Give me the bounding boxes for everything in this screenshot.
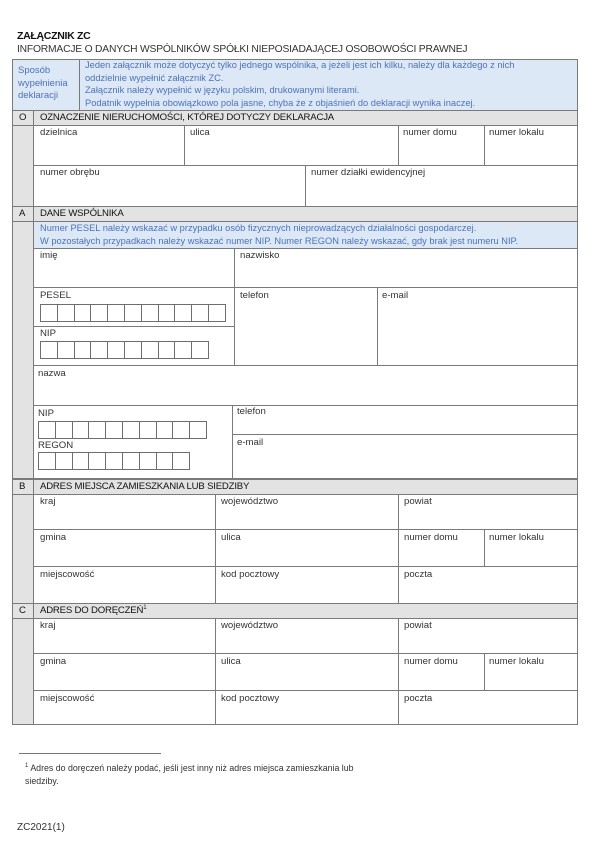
nip-input[interactable] (40, 341, 208, 359)
digit-cell[interactable] (40, 341, 58, 359)
divider (33, 690, 578, 691)
section-c-header (12, 603, 578, 619)
field-regon-label: REGON (38, 440, 74, 451)
field-telefon[interactable]: telefon (240, 290, 269, 301)
divider (33, 110, 34, 126)
divider (33, 287, 578, 288)
section-letter: O (19, 112, 27, 123)
note-line: Numer PESEL należy wskazać w przypadku osób fizycznych nieprowadzących działalności gospodarczej. (40, 223, 477, 233)
section-c-margin (12, 618, 34, 725)
digit-cell[interactable] (191, 304, 209, 322)
field-miejscowosc[interactable]: miejscowość (40, 569, 95, 580)
digit-cell[interactable] (38, 421, 56, 439)
digit-cell[interactable] (158, 304, 176, 322)
digit-cell[interactable] (139, 421, 157, 439)
section-title: ADRES MIEJSCA ZAMIESZKANIA LUB SIEDZIBY (40, 481, 250, 492)
divider (398, 125, 399, 166)
instructions-text (85, 59, 514, 109)
section-title: DANE WSPÓLNIKA (40, 208, 124, 219)
digit-cell[interactable] (105, 421, 123, 439)
digit-cell[interactable] (156, 421, 174, 439)
digit-cell[interactable] (122, 421, 140, 439)
digit-cell[interactable] (156, 452, 174, 470)
instructions-line: Załącznik należy wypełnić w języku polskim, drukowanymi literami. (85, 85, 360, 96)
field-ulica[interactable]: ulica (221, 532, 241, 543)
digit-cell[interactable] (74, 304, 92, 322)
section-o-margin (12, 125, 34, 207)
nip-input[interactable] (38, 421, 206, 439)
field-kraj[interactable]: kraj (40, 620, 56, 631)
section-letter: C (19, 605, 26, 616)
digit-cell[interactable] (38, 452, 56, 470)
footnote-ref[interactable]: 1 (143, 605, 147, 611)
field-numer-lokalu[interactable]: numer lokalu (489, 127, 544, 138)
instructions-line: oddzielnie wypełnić załącznik ZC. (85, 72, 224, 83)
field-ulica[interactable]: ulica (221, 656, 241, 667)
field-poczta[interactable]: poczta (404, 569, 433, 580)
instructions-label: Sposób wypełnienia deklaracji (13, 60, 80, 110)
divider (33, 566, 578, 567)
divider (33, 326, 235, 327)
divider (398, 494, 399, 604)
form-code: ZC2021(1) (17, 822, 65, 833)
attachment-subtitle: INFORMACJE O DANYCH WSPÓLNIKÓW SPÓŁKI NIEPOSIADAJĄCEJ OSOBOWOŚCI PRAWNEJ (17, 44, 468, 55)
digit-cell[interactable] (208, 304, 226, 322)
digit-cell[interactable] (55, 452, 73, 470)
field-telefon[interactable]: telefon (237, 406, 266, 417)
field-ulica[interactable]: ulica (190, 127, 210, 138)
digit-cell[interactable] (74, 341, 92, 359)
section-b-header (12, 479, 578, 495)
field-powiat[interactable]: powiat (404, 496, 432, 507)
regon-input[interactable] (38, 452, 189, 470)
field-nip-label: NIP (38, 408, 54, 419)
digit-cell[interactable] (141, 341, 159, 359)
field-imie[interactable]: imię (40, 250, 58, 261)
divider (484, 529, 485, 567)
divider (33, 479, 34, 495)
note-line: W pozostałych przypadkach należy wskazać numer NIP. Numer REGON należy wskazać, gdy brak jest numeru NIP. (40, 235, 519, 246)
divider (215, 618, 216, 725)
field-numer-dzialki[interactable]: numer działki ewidencyjnej (311, 167, 426, 178)
divider (33, 206, 34, 222)
pesel-input[interactable] (40, 304, 225, 322)
section-b-margin (12, 494, 34, 604)
digit-cell[interactable] (158, 341, 176, 359)
field-email[interactable]: e-mail (382, 290, 409, 301)
field-wojewodztwo[interactable]: województwo (221, 496, 279, 507)
instructions-line: Jeden załącznik może dotyczyć tylko jednego wspólnika, a jeżeli jest ich kilku, należy dla każdego z nich (85, 60, 515, 70)
section-title: OZNACZENIE NIERUCHOMOŚCI, KTÓREJ DOTYCZY DEKLARACJA (40, 112, 334, 123)
digit-cell[interactable] (90, 341, 108, 359)
footnote (25, 760, 375, 788)
divider (33, 653, 578, 654)
footnote-text: Adres do doręczeń należy podać, jeśli jest inny niż adres miejsca zamieszkania lub siedziby. (25, 763, 354, 786)
field-wojewodztwo[interactable]: województwo (221, 620, 279, 631)
digit-cell[interactable] (141, 304, 159, 322)
field-gmina[interactable]: gmina (40, 532, 67, 543)
digit-cell[interactable] (172, 421, 190, 439)
digit-cell[interactable] (107, 341, 125, 359)
digit-cell[interactable] (72, 421, 90, 439)
section-a-header (12, 206, 578, 222)
digit-cell[interactable] (55, 421, 73, 439)
section-a-note (33, 221, 578, 249)
section-letter: B (19, 481, 26, 492)
field-powiat[interactable]: powiat (404, 620, 432, 631)
field-kod-pocztowy[interactable]: kod pocztowy (221, 693, 280, 704)
divider (232, 405, 233, 479)
field-numer-lokalu[interactable]: numer lokalu (489, 532, 544, 543)
field-numer-domu[interactable]: numer domu (404, 656, 458, 667)
digit-cell[interactable] (88, 452, 106, 470)
digit-cell[interactable] (189, 421, 207, 439)
digit-cell[interactable] (124, 304, 142, 322)
field-nazwa[interactable]: nazwa (38, 368, 66, 379)
divider (215, 494, 216, 604)
divider (398, 618, 399, 725)
digit-cell[interactable] (90, 304, 108, 322)
section-a-margin (12, 221, 34, 479)
digit-cell[interactable] (174, 304, 192, 322)
field-numer-domu[interactable]: numer domu (404, 532, 458, 543)
instructions-line: Podatnik wypełnia obowiązkowo pola jasne, chyba że z objaśnień do deklaracji wynika inaczej. (85, 97, 476, 108)
digit-cell[interactable] (105, 452, 123, 470)
footnote-marker: 1 (25, 763, 29, 769)
field-numer-lokalu[interactable]: numer lokalu (489, 656, 544, 667)
section-c-body (33, 618, 578, 725)
digit-cell[interactable] (107, 304, 125, 322)
field-nazwisko[interactable]: nazwisko (240, 250, 280, 261)
divider (377, 287, 378, 366)
digit-cell[interactable] (122, 452, 140, 470)
field-nip-label: NIP (40, 328, 56, 339)
digit-cell[interactable] (139, 452, 157, 470)
divider (232, 434, 578, 435)
field-kraj[interactable]: kraj (40, 496, 56, 507)
divider (484, 653, 485, 691)
field-numer-obrebu[interactable]: numer obrębu (40, 167, 100, 178)
field-pesel-label: PESEL (40, 290, 71, 301)
field-miejscowosc[interactable]: miejscowość (40, 693, 95, 704)
field-dzielnica[interactable]: dzielnica (40, 127, 78, 138)
digit-cell[interactable] (57, 304, 75, 322)
divider (484, 125, 485, 166)
divider (33, 405, 578, 406)
digit-cell[interactable] (88, 421, 106, 439)
section-o-header (12, 110, 578, 126)
digit-cell[interactable] (191, 341, 209, 359)
digit-cell[interactable] (124, 341, 142, 359)
field-poczta[interactable]: poczta (404, 693, 433, 704)
attachment-title: ZAŁĄCZNIK ZC (17, 30, 91, 42)
divider (33, 603, 34, 619)
digit-cell[interactable] (72, 452, 90, 470)
section-title: ADRES DO DORĘCZEŃ$^1$ (40, 605, 147, 616)
digit-cell[interactable] (174, 341, 192, 359)
instructions-block (12, 59, 578, 111)
field-numer-domu[interactable]: numer domu (403, 127, 457, 138)
divider (234, 248, 235, 366)
divider (184, 125, 185, 166)
section-b-body (33, 494, 578, 604)
divider (305, 165, 306, 207)
divider (33, 529, 578, 530)
digit-cell[interactable] (172, 452, 190, 470)
digit-cell[interactable] (40, 304, 58, 322)
field-gmina[interactable]: gmina (40, 656, 67, 667)
footnote-divider (19, 753, 161, 754)
section-letter: A (19, 208, 26, 219)
field-email[interactable]: e-mail (237, 437, 264, 448)
digit-cell[interactable] (57, 341, 75, 359)
field-kod-pocztowy[interactable]: kod pocztowy (221, 569, 280, 580)
